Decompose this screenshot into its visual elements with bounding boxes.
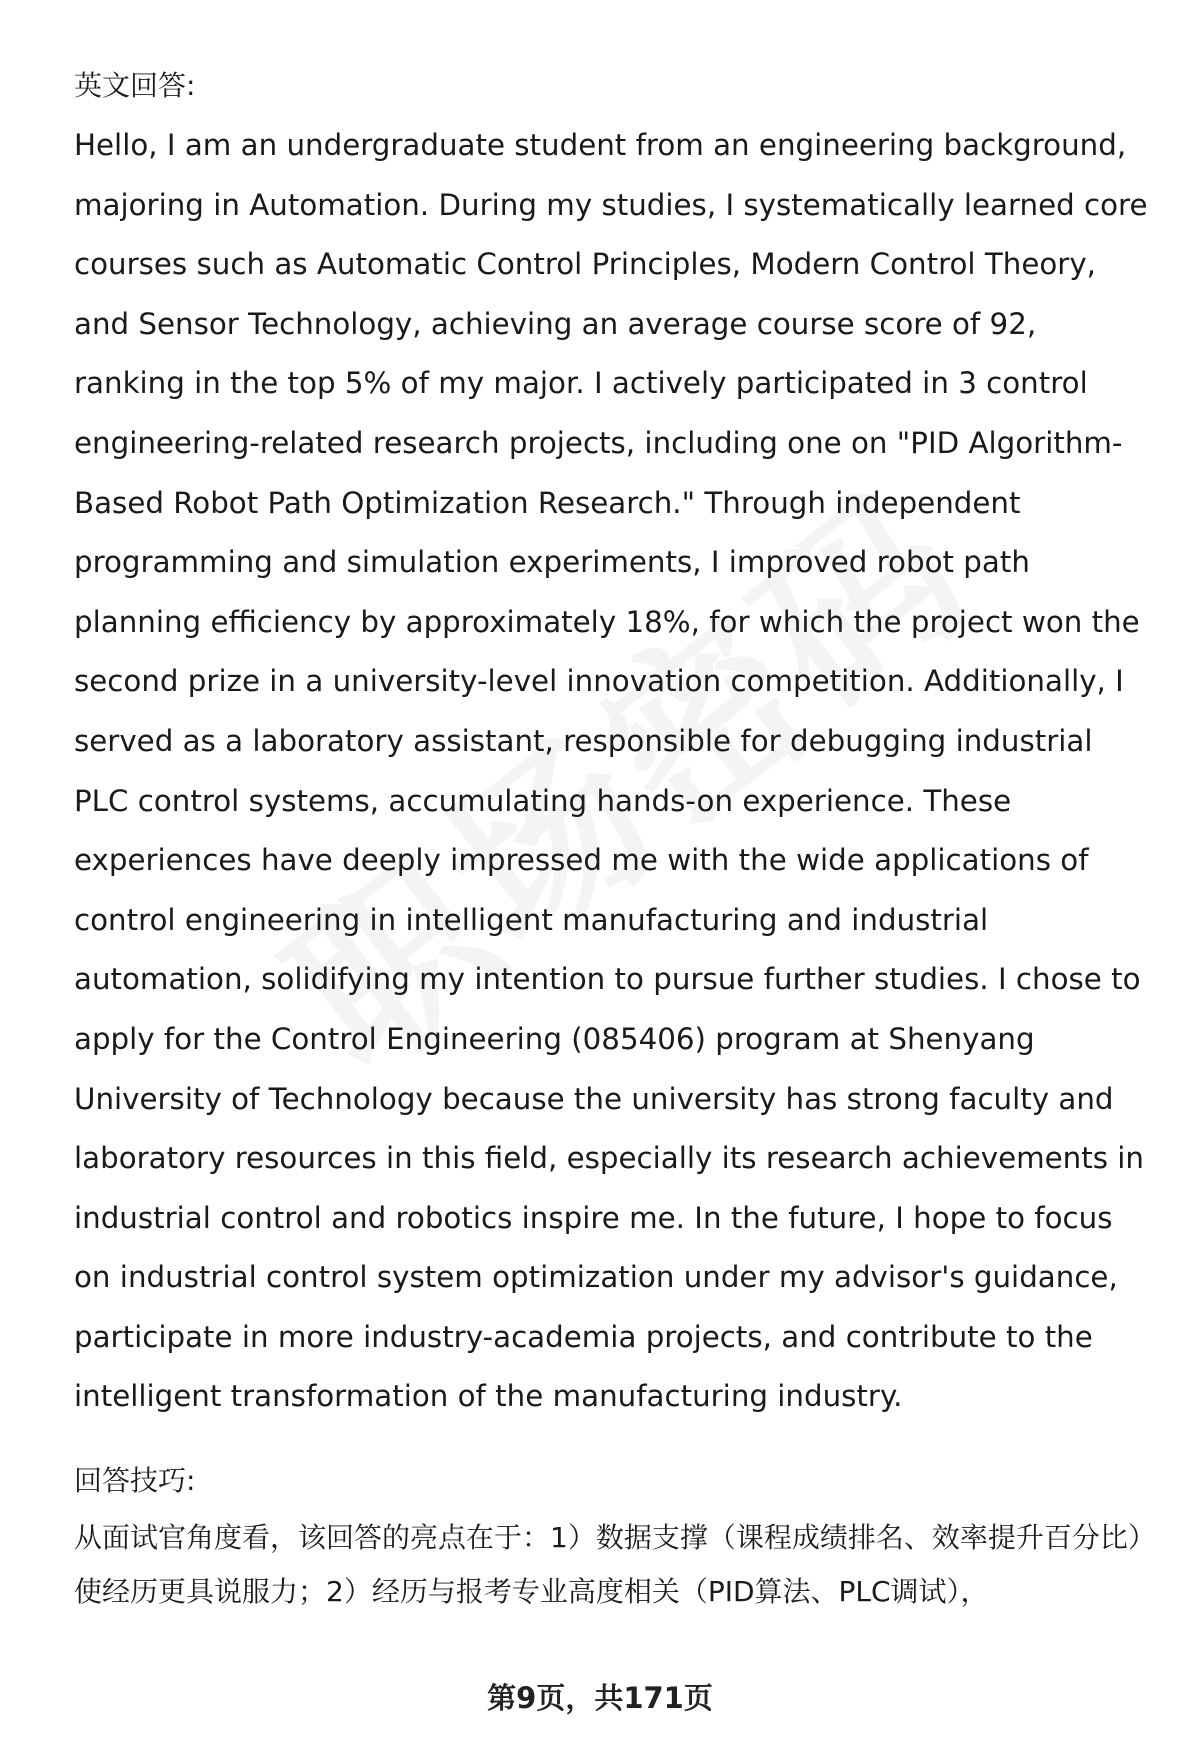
- tips-heading: 回答技巧:: [74, 1464, 196, 1498]
- document-body: [74, 66, 1154, 1619]
- tips-paragraph: 从面试官角度看，该回答的亮点在于：1）数据支撑（课程成绩排名、效率提升百分比）使经历更具说服力；2）经历与报考专业高度相关（PID算法、PLC调试），: [74, 1521, 1142, 1609]
- page-number: 第9页，共171页: [487, 1681, 713, 1715]
- answer-heading: 英文回答:: [74, 69, 196, 102]
- answer-paragraph: Hello, I am an undergraduate student from an engineering background, majoring in Automation. During my studies, I systematically learned core courses such as Automatic Control Principles, Modern Control Theory, and Sensor Technology, achieving an average course score of 92, ranking in the top 5% of my major. I actively participated in 3 control engineering-related research projects, including one on "PID Algorithm-Based Robot Path Optimization Research." Through independent programming and simulation experiments, I improved robot path planning efficiency by approximately 18%, for which the project won the second prize in a university-level innovation competition. Additionally, I served as a laboratory assistant, responsible for debugging industrial PLC control systems, accumulating hands-on experience. These experiences have deeply impressed me with the wide applications of control engineering in intelligent manufacturing and industrial automation, solidifying my intention to pursue further studies. I chose to apply for the Control Engineering (085406) program at Shenyang University of Technology because the university has strong faculty and laboratory resources in this field, especially its research achievements in industrial control and robotics inspire me. In the future, I hope to focus on industrial control system optimization under my advisor's guidance, participate in more industry-academia projects, and contribute to the intelligent transformation of the manufacturing industry.: [74, 128, 1148, 1414]
